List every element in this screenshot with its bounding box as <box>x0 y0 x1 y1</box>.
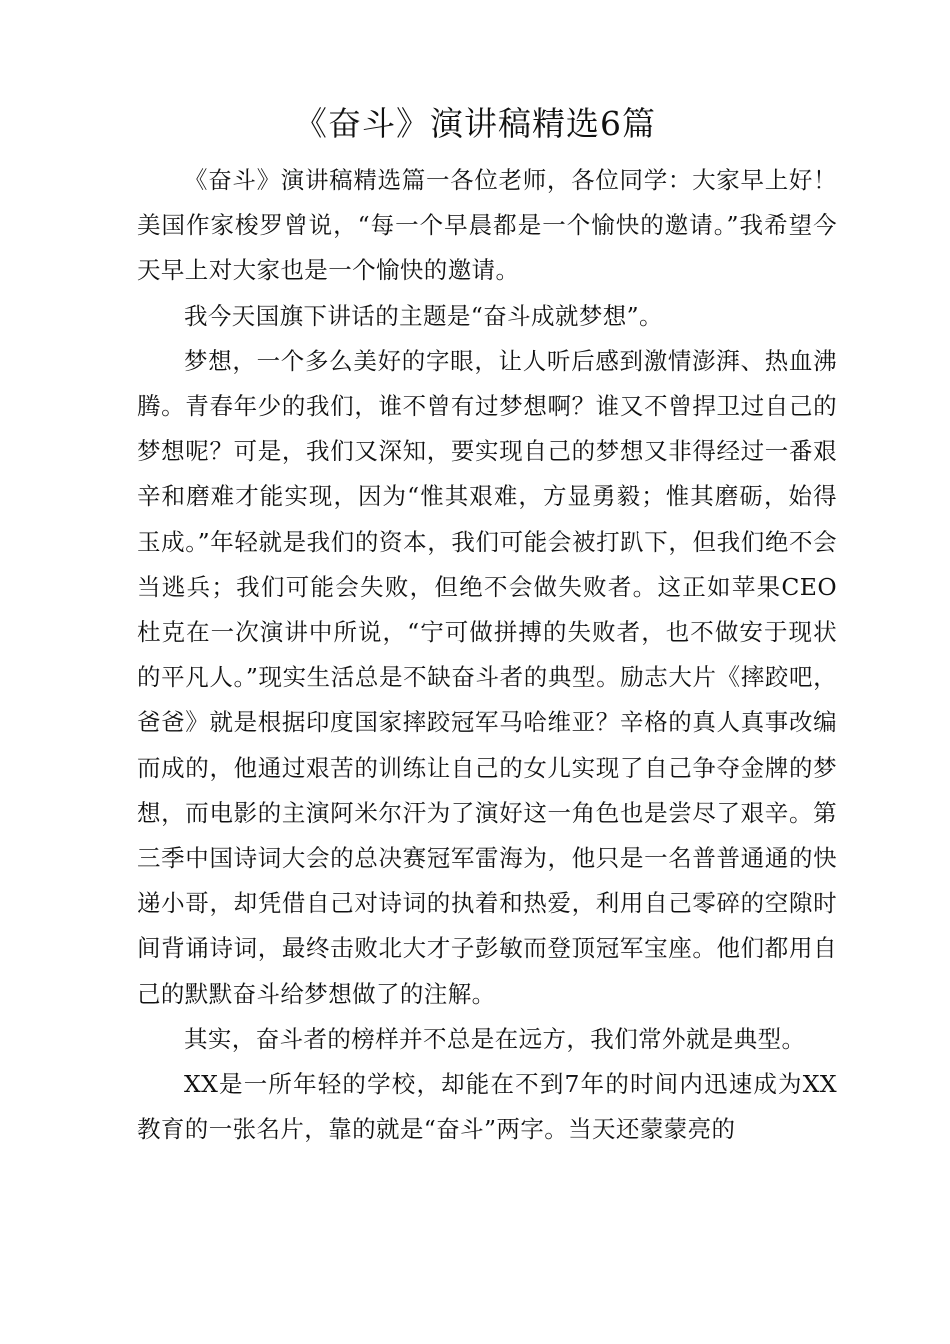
document-title: 《奋斗》演讲稿精选6篇 <box>294 104 656 143</box>
paragraph-2: 我今天国旗下讲话的主题是“奋斗成就梦想”。 <box>184 301 663 330</box>
paragraph-3: 梦想，一个多么美好的字眼，让人听后感到激情澎湃、热血沸腾。青春年少的我们，谁不曾有过梦想啊？谁又不曾捍卫过自己的梦想呢？可是，我们又深知，要实现自己的梦想又非得经过一番艰辛和磨难才能实现，因为“惟其艰难，方显勇毅；惟其磨砺，始得玉成。”年轻就是我们的资本，我们可能会被打趴下，但我们绝不会当逃兵；我们可能会失败，但绝不会做失败者。这正如苹果CEO杜克在一次演讲中所说，“宁可做拼搏的失败者，也不做安于现状的平凡人。”现实生活总是不缺奋斗者的典型。励志大片《摔跤吧，爸爸》就是根据印度国家摔跤冠军马哈维亚？辛格的真人真事改编而成的，他通过艰苦的训练让自己的女儿实现了自己争夺金牌的梦想，而电影的主演阿米尔汗为了演好这一角色也是尝尽了艰辛。第三季中国诗词大会的总决赛冠军雷海为，他只是一名普普通通的快递小哥，却凭借自己对诗词的执着和热爱，利用自己零碎的空隙时间背诵诗词，最终击败北大才子彭敏而登顶冠军宝座。他们都用自己的默默奋斗给梦想做了的注解。 <box>137 346 837 1008</box>
paragraph-1: 《奋斗》演讲稿精选篇一各位老师，各位同学：大家早上好！美国作家梭罗曾说，“每一个早晨都是一个愉快的邀请。”我希望今天早上对大家也是一个愉快的邀请。 <box>137 166 837 285</box>
document-body <box>137 158 837 1152</box>
paragraph-4: 其实，奋斗者的榜样并不总是在远方，我们常外就是典型。 <box>184 1024 806 1053</box>
paragraph-5: XX是一所年轻的学校，却能在不到7年的时间内迅速成为XX教育的一张名片，靠的就是“奋斗”两字。当天还蒙蒙亮的 <box>137 1070 837 1144</box>
